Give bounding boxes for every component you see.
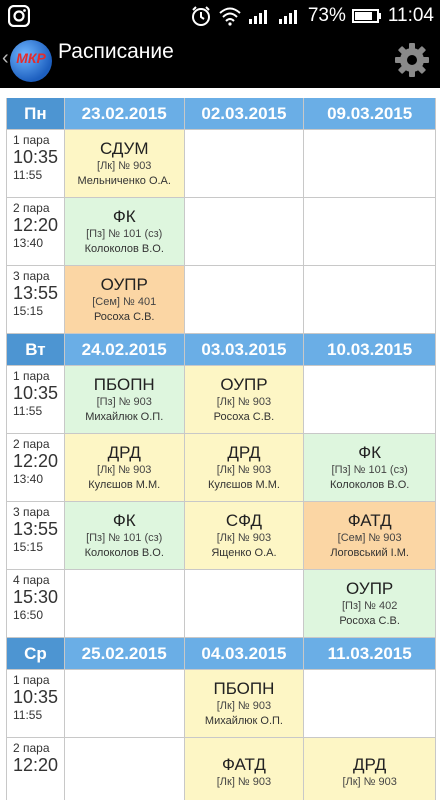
lesson-cell[interactable]	[304, 502, 436, 570]
end-time: 13:40	[13, 472, 44, 486]
lesson-cell[interactable]	[185, 366, 305, 434]
lesson-subject: ДРД	[353, 754, 387, 774]
lesson-row	[6, 434, 436, 502]
lesson-cell[interactable]	[185, 502, 305, 570]
lesson-row	[6, 366, 436, 434]
lesson-cell[interactable]	[65, 434, 185, 502]
lesson-room: [Лк] № 903	[97, 160, 152, 172]
lesson-subject: ФАТД	[222, 754, 266, 774]
lesson-subject: ПБОПН	[93, 375, 155, 394]
lesson-teacher: Ященко О.А.	[211, 547, 277, 559]
date-header[interactable]: 03.03.2015	[185, 334, 305, 366]
start-time: 10:35	[13, 687, 59, 707]
empty-cell[interactable]	[65, 738, 185, 800]
lesson-cell[interactable]	[185, 434, 305, 502]
lesson-teacher: Росоха С.В.	[93, 311, 155, 323]
empty-cell[interactable]	[185, 198, 305, 266]
day-label: Вт	[7, 334, 65, 366]
pair-number: 3 пара	[13, 269, 50, 283]
end-time: 11:55	[13, 708, 43, 722]
status-bar	[0, 0, 440, 32]
time-slot	[7, 266, 65, 334]
lesson-subject: ДРД	[227, 443, 261, 462]
lesson-teacher: Росоха С.В.	[339, 615, 400, 627]
lesson-cell[interactable]	[304, 434, 436, 502]
date-header[interactable]: 11.03.2015	[304, 638, 436, 670]
lesson-row	[6, 738, 436, 800]
date-header[interactable]: 25.02.2015	[65, 638, 185, 670]
lesson-subject: ОУПР	[346, 579, 394, 598]
pair-number: 1 пара	[13, 673, 50, 687]
time-slot	[7, 130, 65, 198]
lesson-teacher: Колоколов В.О.	[329, 479, 410, 491]
day-header-row	[6, 98, 436, 130]
date-header[interactable]: 02.03.2015	[185, 98, 305, 130]
time-slot	[7, 366, 65, 434]
pair-number: 2 пара	[13, 437, 50, 451]
lesson-subject: ФАТД	[347, 511, 392, 530]
lesson-room: [Сем] № 401	[92, 296, 157, 308]
date-header[interactable]: 04.03.2015	[185, 638, 305, 670]
time-slot	[7, 434, 65, 502]
end-time: 11:55	[13, 168, 43, 182]
date-header[interactable]: 10.03.2015	[304, 334, 436, 366]
lesson-teacher: Михайлюк О.П.	[85, 411, 164, 423]
lesson-room: [Лк] № 903	[342, 775, 397, 788]
pair-number: 2 пара	[13, 741, 50, 755]
lesson-cell[interactable]	[65, 266, 185, 334]
empty-cell[interactable]	[304, 198, 436, 266]
lesson-subject: СФД	[225, 511, 263, 530]
app-logo-text: МКР	[16, 50, 46, 66]
start-time: 13:55	[13, 283, 59, 303]
lesson-row	[6, 670, 436, 738]
start-time: 12:20	[13, 451, 59, 471]
lesson-room: [Лк] № 903	[216, 396, 272, 408]
end-time: 16:50	[13, 608, 44, 622]
empty-cell[interactable]	[65, 670, 185, 738]
app-logo[interactable]	[10, 40, 52, 82]
day-label: Пн	[7, 98, 65, 130]
lesson-subject: ДРД	[107, 443, 141, 462]
date-header[interactable]: 23.02.2015	[65, 98, 185, 130]
empty-cell[interactable]	[304, 266, 436, 334]
lesson-room: [Лк] № 903	[216, 775, 272, 788]
lesson-subject: ОУПР	[100, 275, 148, 294]
pair-number: 4 пара	[13, 573, 50, 587]
lesson-subject: ОУПР	[220, 375, 268, 394]
start-time: 10:35	[13, 147, 59, 167]
lesson-room: [Сем] № 903	[337, 532, 402, 544]
lesson-subject: ФК	[358, 443, 382, 462]
lesson-subject: СДУМ	[99, 139, 149, 158]
lesson-cell[interactable]	[65, 130, 185, 198]
start-time: 12:20	[13, 215, 59, 235]
lesson-teacher: Мельниченко О.А.	[77, 175, 171, 187]
start-time: 12:20	[13, 755, 59, 775]
battery-icon	[352, 8, 382, 24]
schedule-grid	[6, 98, 436, 800]
time-slot	[7, 670, 65, 738]
pair-number: 3 пара	[13, 505, 50, 519]
lesson-room: [Лк] № 903	[97, 464, 152, 476]
end-time: 15:15	[13, 304, 44, 318]
date-header[interactable]: 09.03.2015	[304, 98, 436, 130]
lesson-cell[interactable]	[65, 198, 185, 266]
end-time: 15:15	[13, 540, 44, 554]
lesson-cell[interactable]	[65, 502, 185, 570]
pair-number: 1 пара	[13, 133, 50, 147]
empty-cell[interactable]	[304, 670, 436, 738]
pair-number: 1 пара	[13, 369, 50, 383]
start-time: 15:30	[13, 587, 59, 607]
pair-number: 2 пара	[13, 201, 50, 215]
day-label: Ср	[7, 638, 65, 670]
time-slot	[7, 198, 65, 266]
empty-cell[interactable]	[185, 130, 305, 198]
battery-percent: 73%	[307, 5, 346, 26]
lesson-teacher: Кулєшов М.М.	[207, 479, 280, 491]
lesson-teacher: Колоколов В.О.	[84, 243, 164, 255]
lesson-cell[interactable]	[185, 670, 305, 738]
date-header[interactable]: 24.02.2015	[65, 334, 185, 366]
lesson-room: [Пз] № 101 (сз)	[331, 464, 408, 476]
wifi-icon	[218, 6, 242, 26]
start-time: 13:55	[13, 519, 59, 539]
lesson-teacher: Росоха С.В.	[213, 411, 275, 423]
lesson-subject: ПБОПН	[213, 679, 275, 698]
empty-cell[interactable]	[304, 366, 436, 434]
lesson-room: [Пз] № 101 (сз)	[86, 228, 163, 240]
empty-cell[interactable]	[65, 570, 185, 638]
lesson-teacher: Кулєшов М.М.	[88, 479, 161, 491]
lesson-cell[interactable]	[65, 366, 185, 434]
lesson-teacher: Логовський І.М.	[330, 547, 409, 559]
signal-icon	[248, 7, 272, 25]
schedule-view[interactable]	[0, 88, 440, 800]
lesson-subject: ФК	[112, 511, 136, 530]
lesson-room: [Пз] № 903	[96, 396, 152, 408]
end-time: 13:40	[13, 236, 44, 250]
gear-icon[interactable]	[392, 40, 432, 80]
lesson-cell[interactable]	[304, 738, 436, 800]
clock: 11:04	[387, 5, 434, 26]
start-time: 10:35	[13, 383, 59, 403]
lesson-teacher: Михайлюк О.П.	[204, 715, 283, 727]
lesson-row	[6, 570, 436, 638]
lesson-room: [Пз] № 101 (сз)	[86, 532, 163, 544]
action-bar	[0, 32, 440, 88]
empty-cell[interactable]	[304, 130, 436, 198]
day-header-row	[6, 334, 436, 366]
lesson-cell[interactable]	[304, 570, 436, 638]
lesson-subject: ФК	[112, 207, 136, 226]
instagram-icon	[8, 5, 30, 27]
lesson-row	[6, 198, 436, 266]
empty-cell[interactable]	[185, 570, 305, 638]
lesson-room: [Лк] № 903	[216, 464, 272, 476]
lesson-room: [Лк] № 903	[216, 532, 272, 544]
lesson-row	[6, 266, 436, 334]
end-time: 11:55	[13, 404, 43, 418]
time-slot	[7, 570, 65, 638]
signal-2-icon	[278, 7, 302, 25]
back-chevron-icon[interactable]: ‹	[2, 47, 9, 69]
page-title: Расписание	[58, 40, 174, 63]
lesson-row	[6, 130, 436, 198]
time-slot	[7, 502, 65, 570]
day-header-row	[6, 638, 436, 670]
lesson-room: [Пз] № 402	[341, 600, 398, 612]
lesson-teacher: Колоколов В.О.	[84, 547, 164, 559]
alarm-icon	[190, 5, 212, 27]
empty-cell[interactable]	[185, 266, 305, 334]
time-slot	[7, 738, 65, 800]
lesson-cell[interactable]	[185, 738, 305, 800]
lesson-row	[6, 502, 436, 570]
lesson-room: [Лк] № 903	[216, 700, 272, 712]
